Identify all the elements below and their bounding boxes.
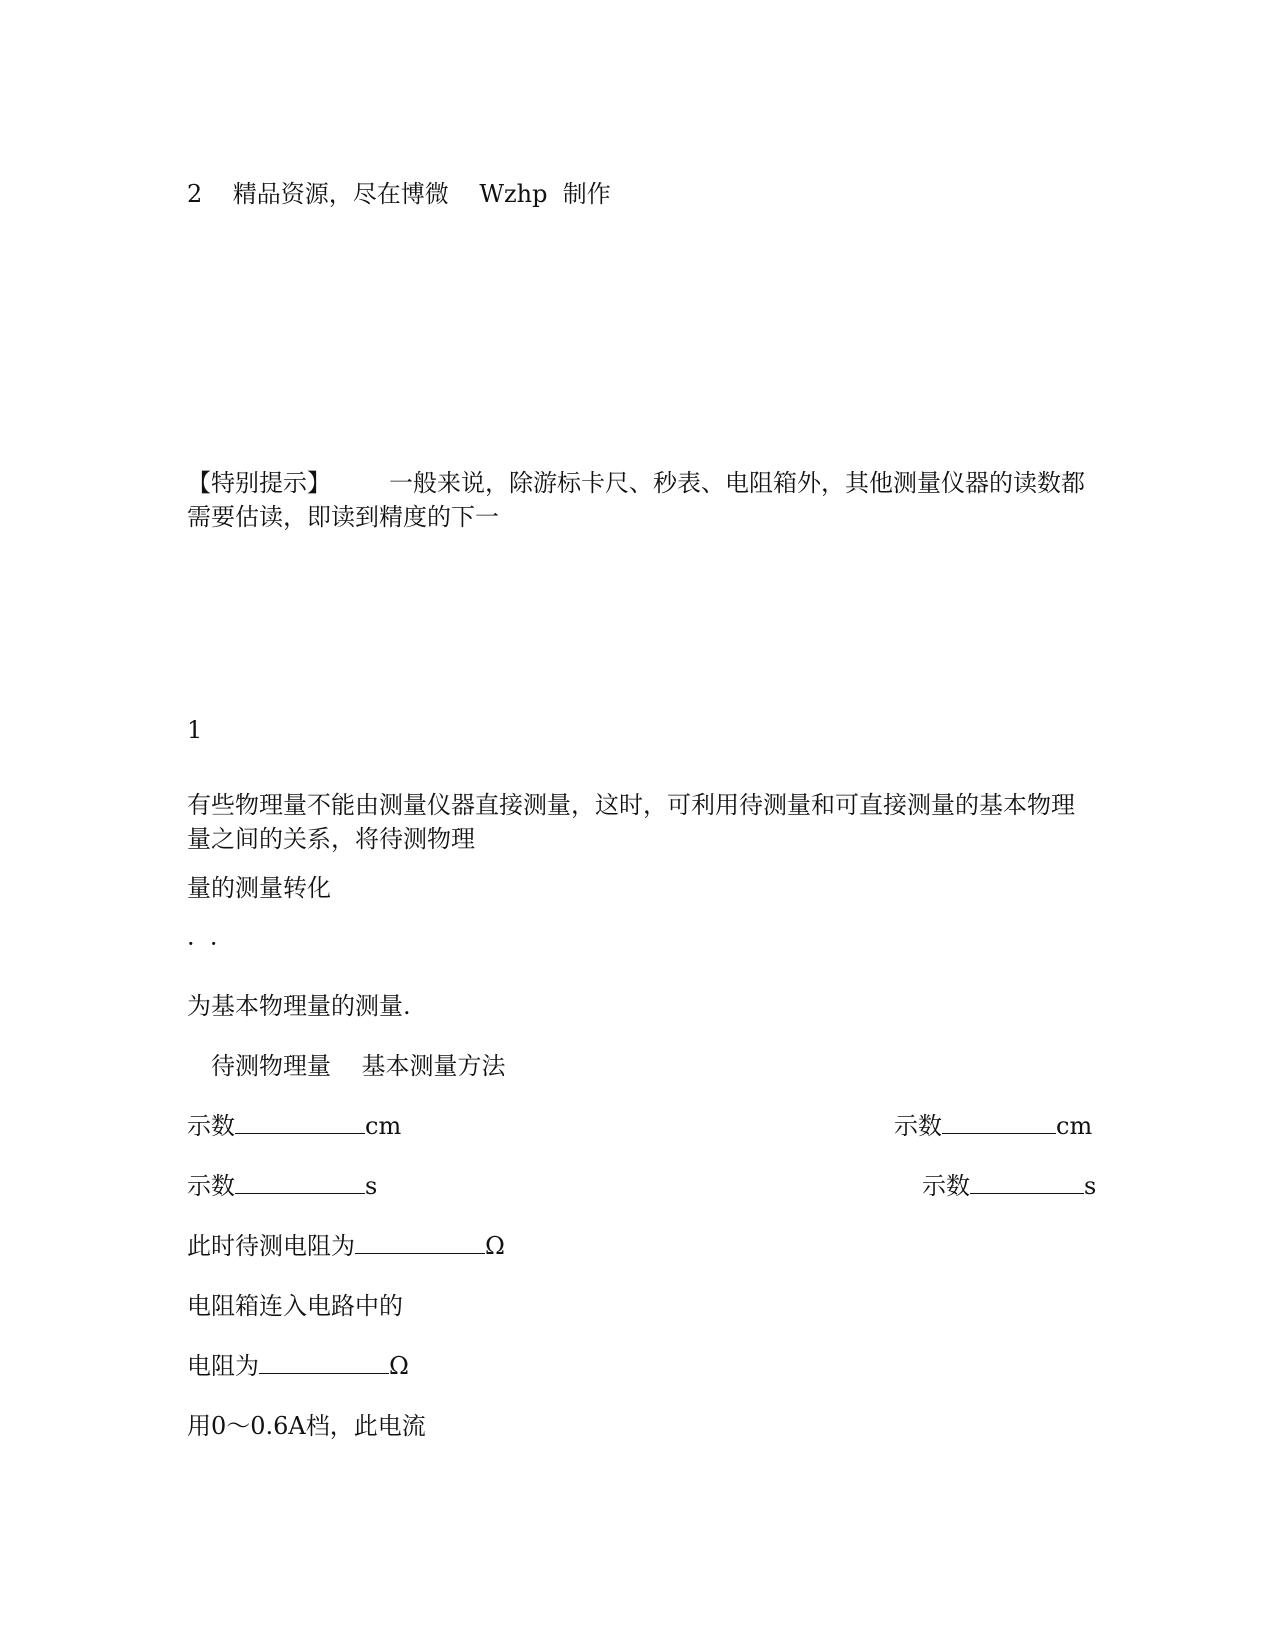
box-label: 电阻为	[187, 1352, 259, 1380]
time-reading-right	[922, 1170, 1096, 1202]
resistance-box-line: 电阻箱连入电路中的	[187, 1292, 403, 1320]
answer-blank[interactable]	[355, 1231, 485, 1254]
reading-unit: cm	[1056, 1112, 1093, 1140]
reading-label: 示数	[187, 1172, 235, 1200]
special-tip	[187, 466, 1087, 534]
header-suffix: 制作	[562, 180, 611, 208]
conversion-line: 量的测量转化	[187, 874, 331, 902]
tip-text: 一般来说，除游标卡尺、秒表、电阻箱外，其他测量仪器的读数都需要估读，即读到精度的下一	[187, 469, 1085, 531]
resistance-reading	[187, 1230, 505, 1262]
reading-label: 示数	[187, 1112, 235, 1140]
intro-paragraph: 有些物理量不能由测量仪器直接测量，这时，可利用待测量和可直接测量的基本物理量之间的关系，将待测物理	[187, 791, 1075, 853]
table-header	[211, 1050, 506, 1082]
answer-blank[interactable]	[970, 1171, 1084, 1194]
answer-blank[interactable]	[235, 1171, 365, 1194]
reading-unit: cm	[365, 1112, 402, 1140]
conversion-line-2: 为基本物理量的测量.	[187, 992, 411, 1020]
page-header	[187, 178, 611, 210]
reading-label: 示数	[922, 1172, 970, 1200]
header-text: 精品资源，尽在博微	[232, 180, 449, 208]
reading-unit: s	[1084, 1172, 1097, 1200]
time-reading-left	[187, 1170, 377, 1202]
resistance-unit: Ω	[485, 1232, 505, 1260]
answer-blank[interactable]	[942, 1111, 1056, 1134]
ammeter-line: 用0～0.6A档，此电流	[187, 1412, 426, 1440]
table-col-quantity: 待测物理量	[211, 1052, 331, 1080]
reading-label: 示数	[894, 1112, 942, 1140]
tip-label: 【特别提示】	[187, 469, 331, 497]
resistance-label: 此时待测电阻为	[187, 1232, 355, 1260]
page-number: 2	[187, 180, 203, 208]
reading-unit: s	[365, 1172, 378, 1200]
resistance-box-reading	[187, 1350, 409, 1382]
answer-blank[interactable]	[235, 1111, 365, 1134]
section-number: 1	[187, 716, 203, 744]
table-col-method: 基本测量方法	[361, 1052, 506, 1080]
emphasis-dots: · ·	[187, 930, 218, 958]
length-reading-right	[894, 1110, 1092, 1142]
answer-blank[interactable]	[259, 1351, 389, 1374]
box-unit: Ω	[389, 1352, 409, 1380]
length-reading-left	[187, 1110, 401, 1142]
header-brand: Wzhp	[479, 180, 548, 208]
